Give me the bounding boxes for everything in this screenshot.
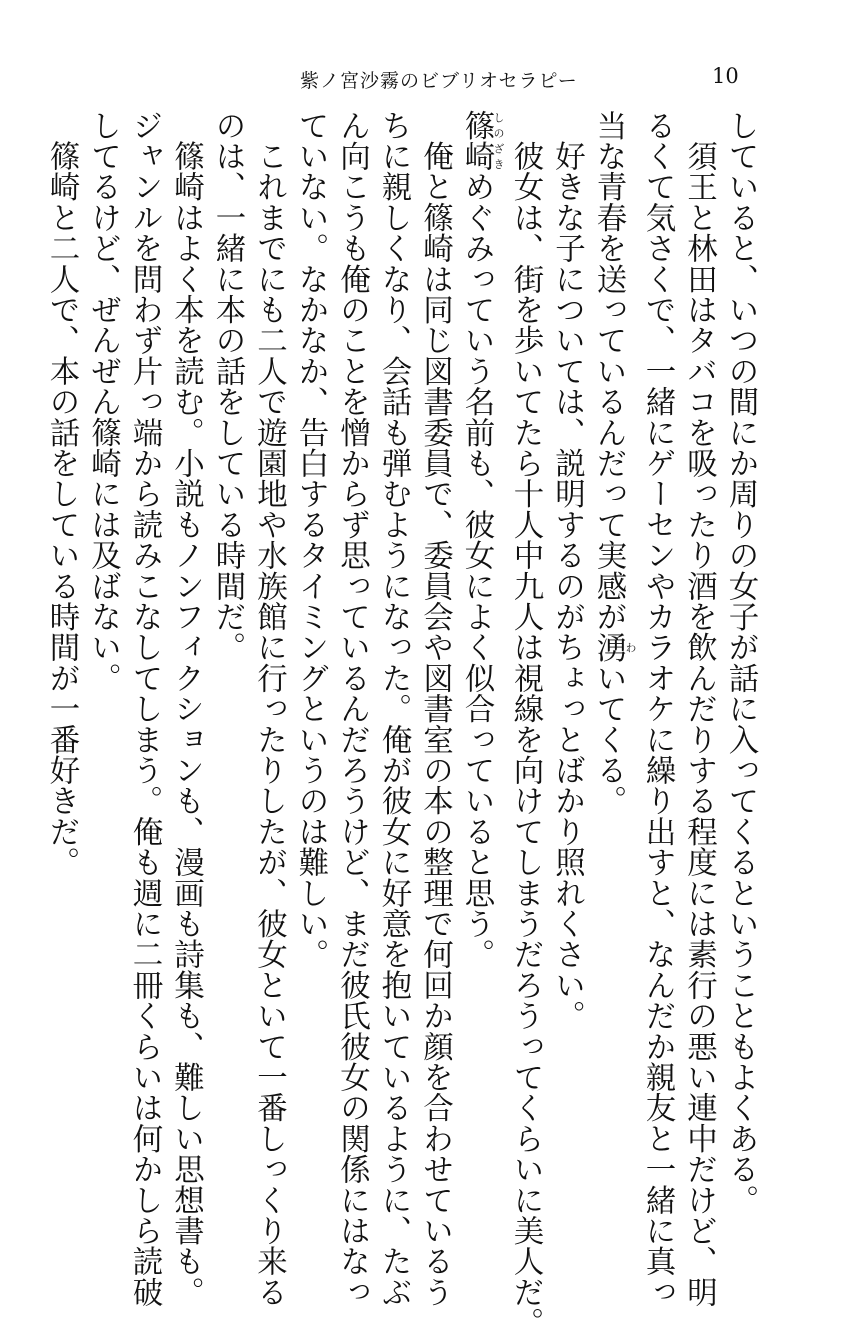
ruby-base: 篠崎 xyxy=(459,110,494,172)
text-line: していると、いつの間にか周りの女子が話に入ってくるということもよくある。 xyxy=(723,110,758,1216)
line-fragment: 当な青春を送っているんだって実感が xyxy=(591,110,626,632)
text-line: これまでにも二人で遊園地や水族館に行ったりしたが、彼女といて一番しっくり来る xyxy=(251,110,287,1308)
text-line: してるけど、ぜんぜん篠崎には及ばない。 xyxy=(85,110,121,694)
page-number: 10 xyxy=(712,64,739,88)
line-fragment: いてくる。 xyxy=(591,662,626,817)
running-head-title: 紫ノ宮沙霧のビブリオセラピー xyxy=(300,70,578,92)
text-line: 俺と篠崎は同じ図書委員で、委員会や図書室の本の整理で何回か顔を合わせているう xyxy=(417,110,453,1308)
text-line: ていない。なかなか、告白するタイミングというのは難しい。 xyxy=(293,110,328,970)
text-line: のは、一緒に本の話をしている時間だ。 xyxy=(210,110,245,663)
text-line: ジャンルを問わず片っ端から読みこなしてしまう。俺も週に二冊くらいは何かしら読破 xyxy=(127,110,162,1308)
line-fragment: めぐみっていう名前も、彼女によく似合っていると思う。 xyxy=(459,171,494,970)
text-line: 篠崎と二人で、本の話をしている時間が一番好きだ。 xyxy=(44,110,79,878)
text-line: 好きな子については、説明するのがちょっとばかり照れくさい。 xyxy=(549,110,585,1031)
ruby-reading: わ xyxy=(624,631,637,663)
vertical-body-text xyxy=(41,110,762,1338)
text-line: 須王と林田はタバコを吸ったり酒を飲んだりする程度には素行の悪い連中だけど、明 xyxy=(681,110,717,1308)
ruby-waku xyxy=(591,631,637,663)
text-line-with-ruby xyxy=(588,110,637,1170)
text-line-with-ruby xyxy=(456,110,505,1170)
text-line: 篠崎はよく本を読む。小説もノンフィクションも、漫画も詩集も、難しい思想書も。 xyxy=(168,110,204,1308)
text-line: 彼女は、街を歩いてたら十人中九人は視線を向けてしまうだろうってくらいに美人だ。 xyxy=(508,110,543,1338)
text-line: ちに親しくなり、会話も弾むようになった。俺が彼女に好意を抱いているように、たぶ xyxy=(376,110,411,1308)
ruby-shinozaki xyxy=(459,110,505,172)
ruby-reading: しのざき xyxy=(492,110,505,172)
text-line: ん向こうも俺のことを憎からず思っているんだろうけど、まだ彼氏彼女の関係にはなっ xyxy=(334,110,370,1308)
ruby-base: 湧 xyxy=(591,631,626,663)
text-line: るくて気さくで、一緒にゲーセンやカラオケに繰り出すと、なんだか親友と一緒に真っ xyxy=(640,110,675,1308)
